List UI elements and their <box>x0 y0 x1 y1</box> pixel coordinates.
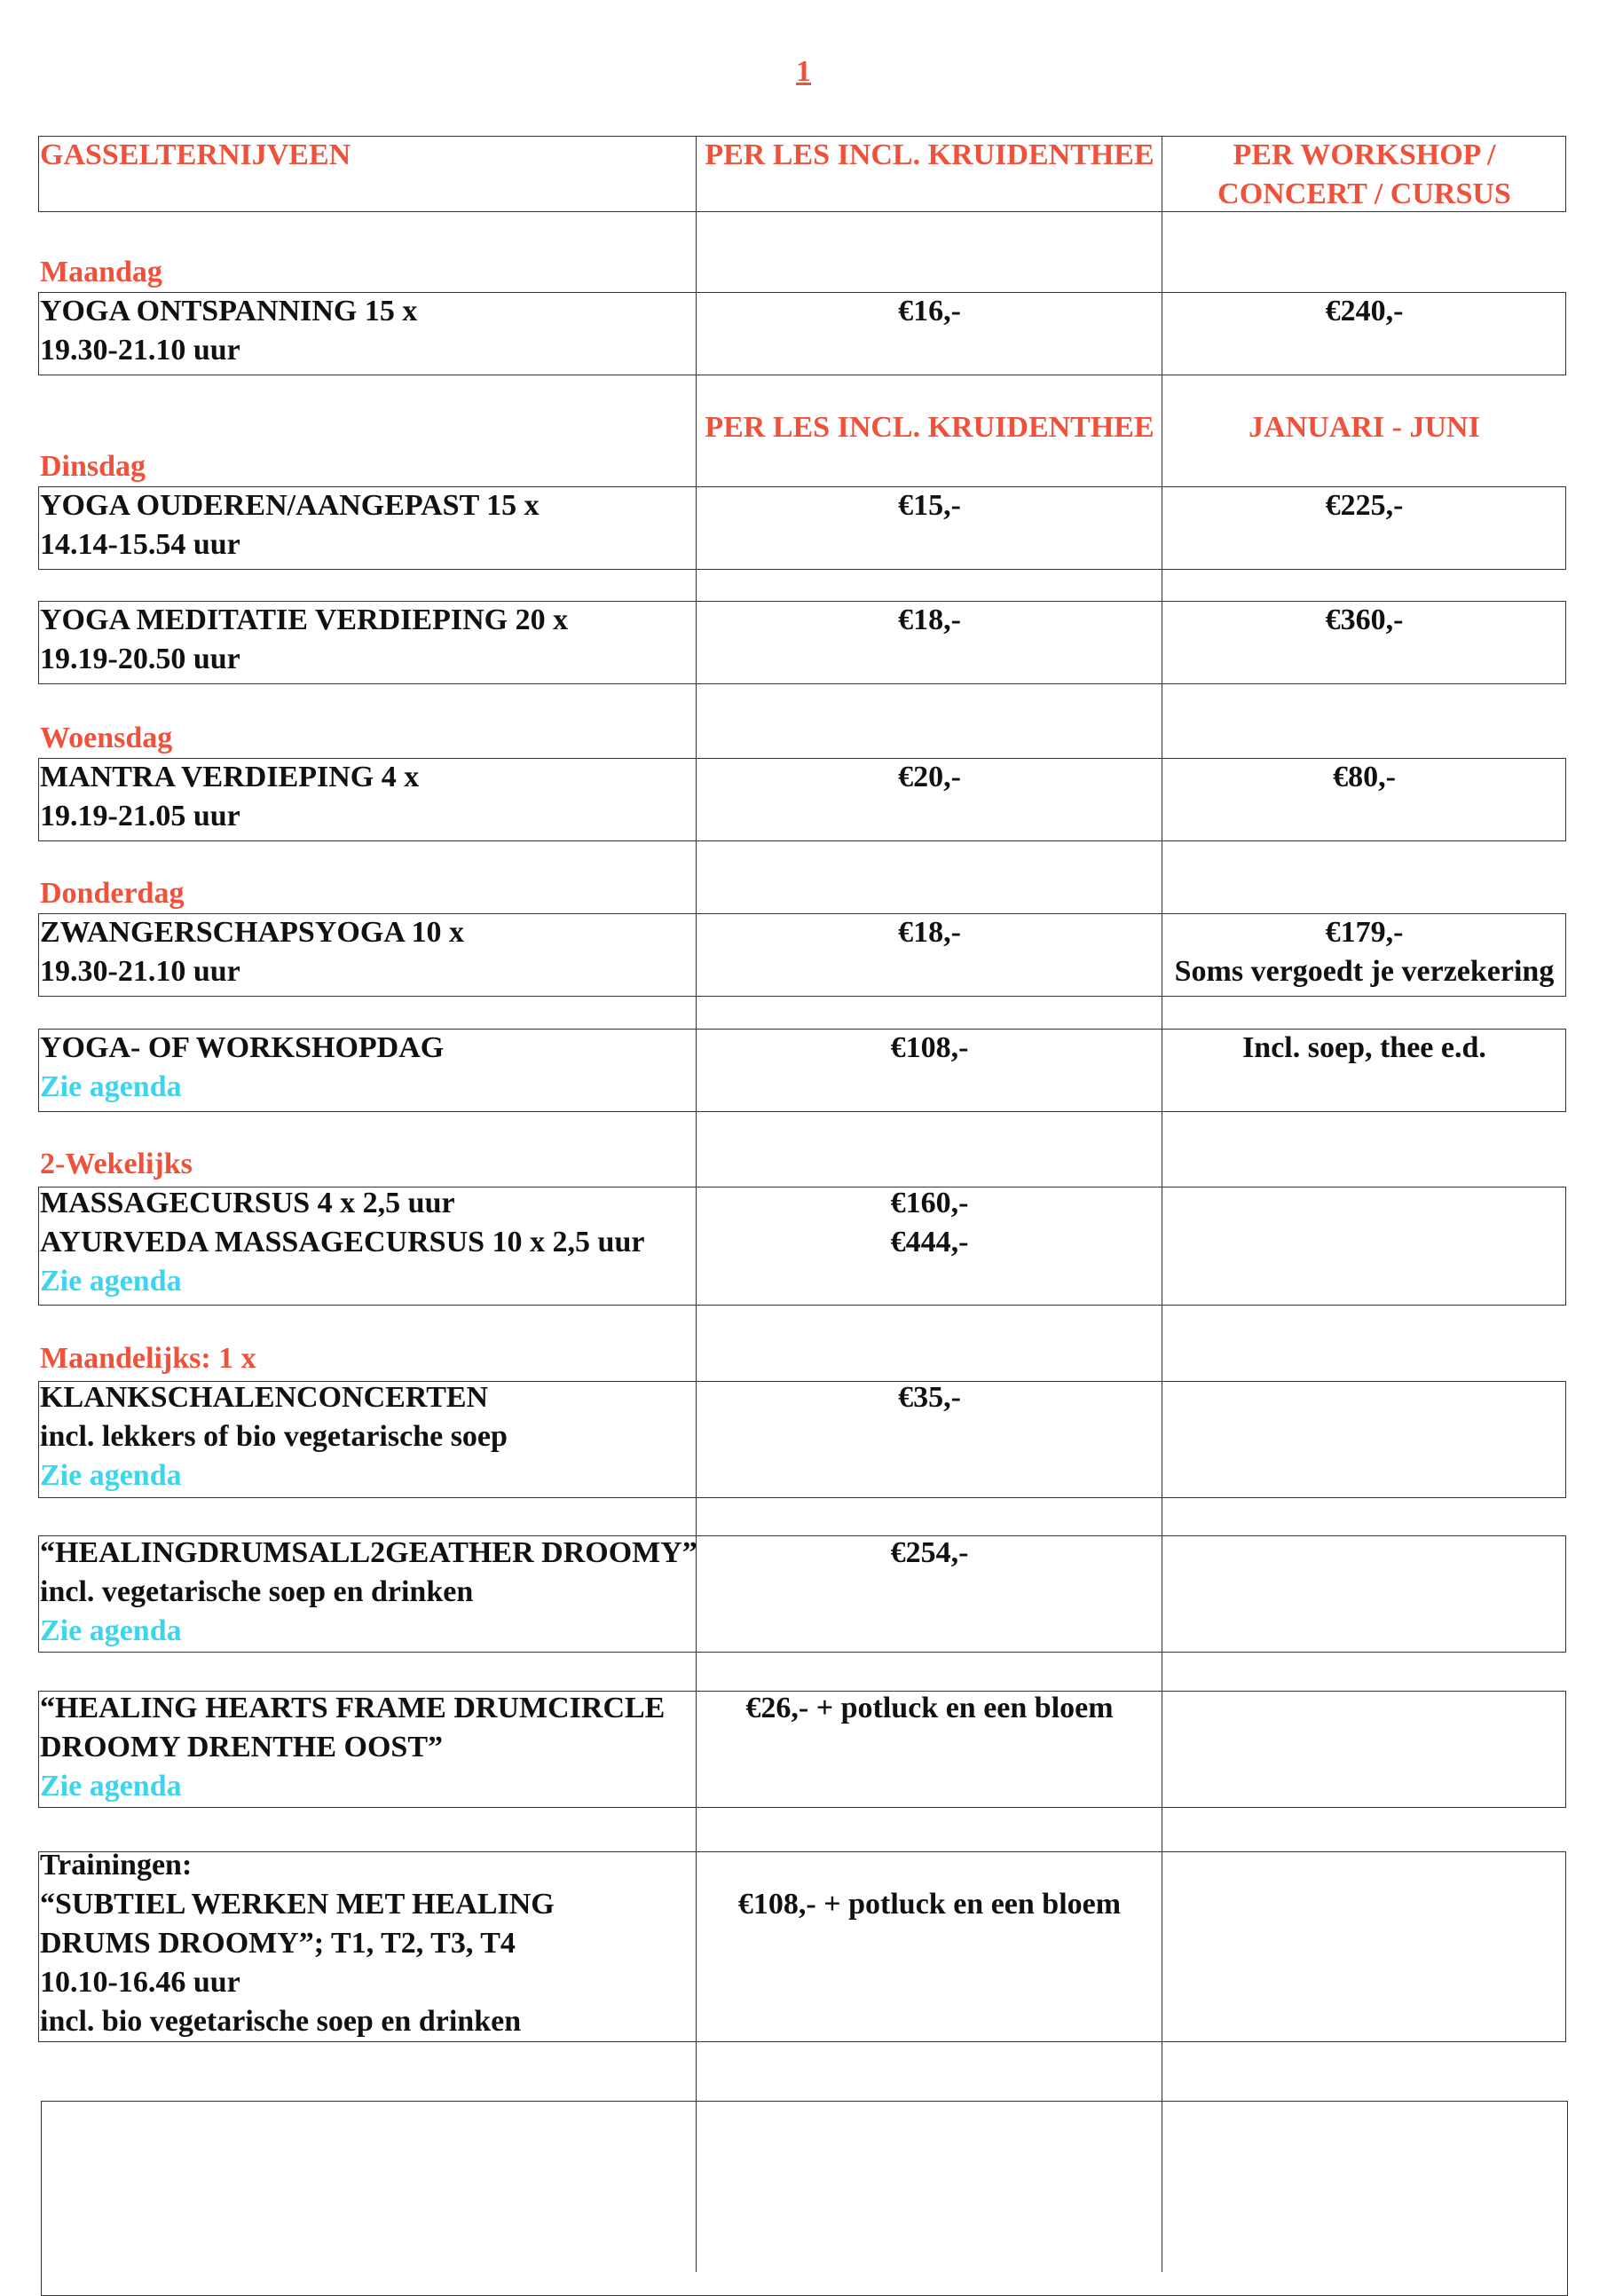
course-title: MASSAGECURSUS 4 x 2,5 uur <box>40 1187 455 1219</box>
course-title: YOGA OUDEREN/AANGEPAST 15 x <box>40 489 540 522</box>
course-title: “SUBTIEL WERKEN MET HEALING <box>40 1888 555 1921</box>
insurance-note: Soms vergoedt je verzekering <box>1174 955 1555 988</box>
price-per-lesson: €16,- <box>898 295 961 327</box>
training-heading: Trainingen: <box>40 1849 193 1882</box>
course-detail: incl. vegetarische soep en drinken <box>40 1575 474 1608</box>
price-total: €179,- <box>1325 916 1404 949</box>
course-title: “HEALING HEARTS FRAME DRUMCIRCLE <box>40 1692 666 1724</box>
header-per-workshop-1: PER WORKSHOP / <box>1233 138 1496 171</box>
day-label-tuesday: Dinsdag <box>40 450 146 483</box>
course-detail: incl. lekkers of bio vegetarische soep <box>40 1420 508 1453</box>
location-title: GASSELTERNIJVEEN <box>40 138 351 171</box>
agenda-link[interactable]: Zie agenda <box>40 1459 182 1492</box>
price-per-lesson: €160,- <box>890 1187 969 1219</box>
page-number: 1 <box>796 55 811 88</box>
course-time: 10.10-16.46 uur <box>40 1966 240 1999</box>
day-label-monthly: Maandelijks: 1 x <box>40 1342 256 1375</box>
course-time: 19.19-21.05 uur <box>40 800 240 832</box>
day-label-monday: Maandag <box>40 256 162 288</box>
course-time: 19.19-20.50 uur <box>40 643 240 675</box>
header-per-workshop-2: CONCERT / CURSUS <box>1217 178 1511 210</box>
price-per-lesson: €20,- <box>898 761 961 793</box>
price-per-lesson: €444,- <box>890 1226 969 1258</box>
course-title: “HEALINGDRUMSALL2GEATHER DROOMY” <box>40 1536 697 1569</box>
day-label-thursday: Donderdag <box>40 877 185 910</box>
price-per-lesson: €254,- <box>890 1536 969 1569</box>
header-per-lesson: PER LES INCL. KRUIDENTHEE <box>705 138 1154 171</box>
course-title: YOGA MEDITATIE VERDIEPING 20 x <box>40 604 569 636</box>
agenda-link[interactable]: Zie agenda <box>40 1614 182 1647</box>
day-label-wednesday: Woensdag <box>40 722 173 754</box>
course-detail: incl. bio vegetarische soep en drinken <box>40 2005 522 2038</box>
price-total: €360,- <box>1325 604 1404 636</box>
agenda-link[interactable]: Zie agenda <box>40 1265 182 1298</box>
subheader-per-lesson: PER LES INCL. KRUIDENTHEE <box>705 411 1154 444</box>
day-label-biweekly: 2-Wekelijks <box>40 1148 193 1180</box>
price-per-lesson: €18,- <box>898 916 961 949</box>
course-title: YOGA- OF WORKSHOPDAG <box>40 1031 445 1064</box>
course-time: 19.30-21.10 uur <box>40 955 240 988</box>
price-total: Incl. soep, thee e.d. <box>1242 1031 1486 1064</box>
price-per-lesson: €108,- + potluck en een bloem <box>737 1888 1122 1921</box>
price-per-lesson: €35,- <box>898 1381 961 1414</box>
price-total: €240,- <box>1325 295 1404 327</box>
price-per-lesson: €18,- <box>898 604 961 636</box>
agenda-link[interactable]: Zie agenda <box>40 1070 182 1103</box>
price-per-lesson: €108,- <box>890 1031 969 1064</box>
price-total: €80,- <box>1333 761 1396 793</box>
price-per-lesson: €15,- <box>898 489 961 522</box>
course-title: AYURVEDA MASSAGECURSUS 10 x 2,5 uur <box>40 1226 645 1258</box>
course-time: 14.14-15.54 uur <box>40 528 240 561</box>
subheader-period: JANUARI - JUNI <box>1249 411 1480 444</box>
course-title: KLANKSCHALENCONCERTEN <box>40 1381 489 1414</box>
course-title: YOGA ONTSPANNING 15 x <box>40 295 418 327</box>
course-time: 19.30-21.10 uur <box>40 334 240 367</box>
course-title: MANTRA VERDIEPING 4 x <box>40 761 420 793</box>
price-total: €225,- <box>1325 489 1404 522</box>
price-per-lesson: €26,- + potluck en een bloem <box>745 1692 1114 1724</box>
course-title: ZWANGERSCHAPSYOGA 10 x <box>40 916 464 949</box>
empty-row-box <box>41 2101 1568 2296</box>
agenda-link[interactable]: Zie agenda <box>40 1770 182 1803</box>
course-title: DROOMY DRENTHE OOST” <box>40 1731 444 1763</box>
course-title: DRUMS DROOMY”; T1, T2, T3, T4 <box>40 1927 516 1960</box>
